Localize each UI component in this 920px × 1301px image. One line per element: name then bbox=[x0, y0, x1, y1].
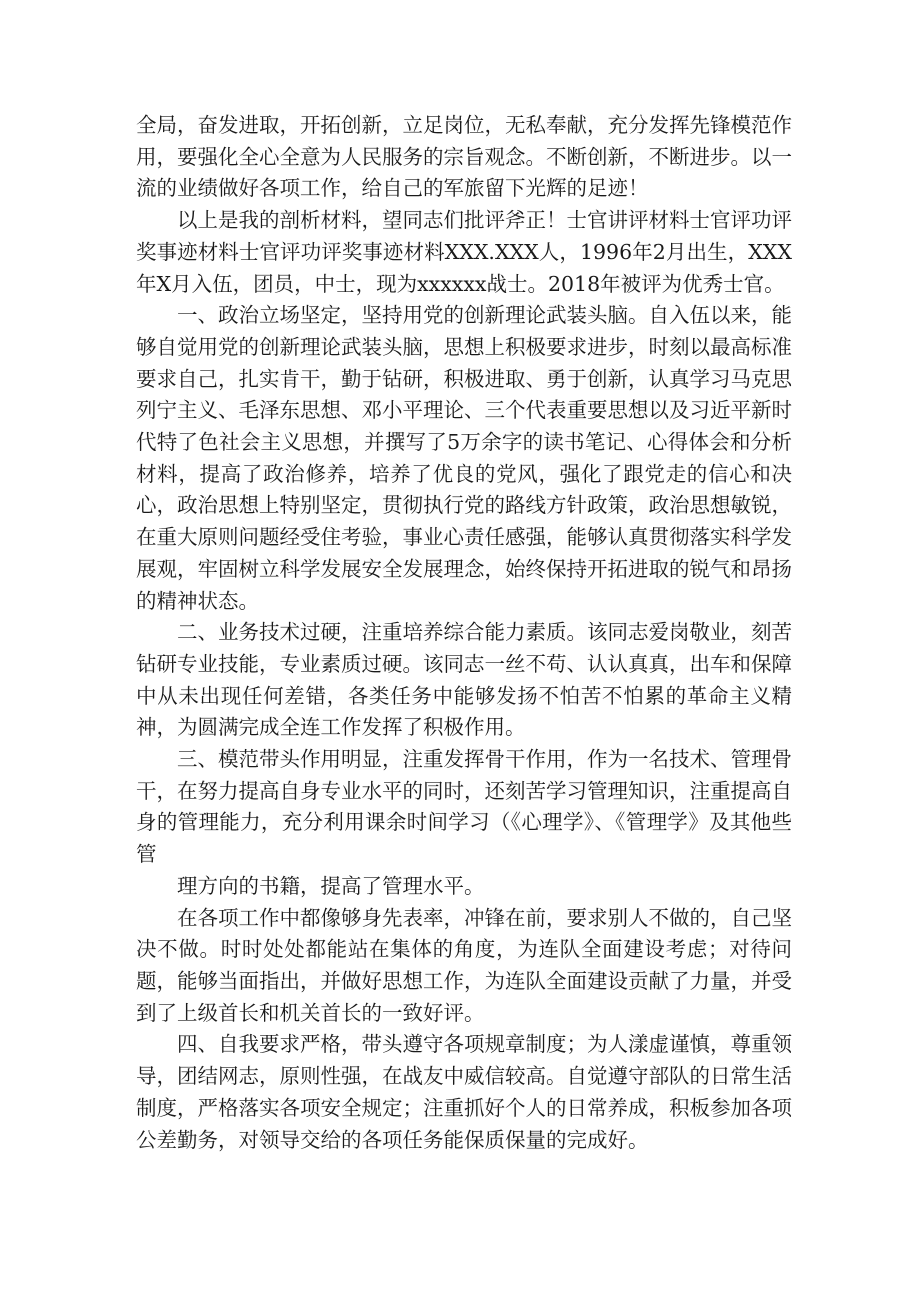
paragraph-closing-remark: 以上是我的剖析材料，望同志们批评斧正！士官讲评材料士官评功评奖事迹材料士官评功评奖事迹材料XXX.XXX人，1996年2月出生，XXX年X月入伍，团员，中士，现为xxxxxx战士。2018年被评为优秀士官。 bbox=[136, 208, 792, 296]
paragraph-management-books: 理方向的书籍，提高了管理水平。 bbox=[177, 873, 485, 898]
paragraph-role-model: 三、模范带头作用明显，注重发挥骨干作用，作为一名技术、管理骨干，在努力提高自身专业水平的同时，还刻苦学习管理知识，注重提高自身的管理能力，充分利用课余时间学习（《心理学》、《管理学》及其他些管 bbox=[136, 747, 792, 867]
paragraph-self-discipline: 四、自我要求严格，带头遵守各项规章制度；为人漾虚谨慎，尊重领导，团结网志，原则性强，在战友中威信较高。自觉遵守部队的日常生活制度，严格落实各项安全规定；注重抓好个人的日常养成，积板参加各项公差勤务，对领导交给的各项任务能保质保量的完成好。 bbox=[136, 1032, 792, 1152]
paragraph-leading-example: 在各项工作中都像够身先表率，冲锋在前，要求别人不做的，自己坚决不做。时时处处都能站在集体的角度，为连队全面建设考虑；对待问题，能够当面指出，并做好思想工作，为连队全面建设贡献了力量，并受到了上级首长和机关首长的一致好评。 bbox=[136, 905, 792, 1025]
paragraph-technical-skill: 二、业务技术过硬，注重培养综合能力素质。该同志爱岗敬业，刻苦钻研专业技能，专业素质过硬。该同志一丝不苟、认认真真，出车和保障中从未出现任何差错，各类任务中能够发扬不怕苦不怕累的革命主义精神，为圆满完成全连工作发挥了积极作用。 bbox=[136, 620, 792, 740]
paragraph-continuation: 全局，奋发进取，开拓创新，立足岗位，无私奉献，充分发挥先锋模范作用，要强化全心全意为人民服务的宗旨观念。不断创新，不断进步。以一流的业绩做好各项工作，给自己的军旅留下光辉的足迹！ bbox=[136, 113, 792, 201]
paragraph-political-stance: 一、政治立场坚定，坚持用党的创新理论武装头脑。自入伍以来，能够自觉用党的创新理论武装头脑，思想上积极要求进步，时刻以最高标准要求自己，扎实肯干，勤于钻研，积极进取、勇于创新，认真学习马克思列宁主义、毛泽东思想、邓小平理论、三个代表重要思想以及习近平新时代特了色社会主义思想，并撰写了5万余字的读书笔记、心得体会和分析材料，提高了政治修养，培养了优良的党风，强化了跟党走的信心和决心，政治思想上特别坚定，贯彻执行党的路线方针政策，政治思想敏锐，在重大原则问题经受住考验，事业心责任感强，能够认真贯彻落实科学发展观，牢固树立科学发展安全发展理念，始终保持开拓进取的锐气和昂扬的精神状态。 bbox=[136, 303, 792, 613]
document-body bbox=[136, 110, 792, 1156]
